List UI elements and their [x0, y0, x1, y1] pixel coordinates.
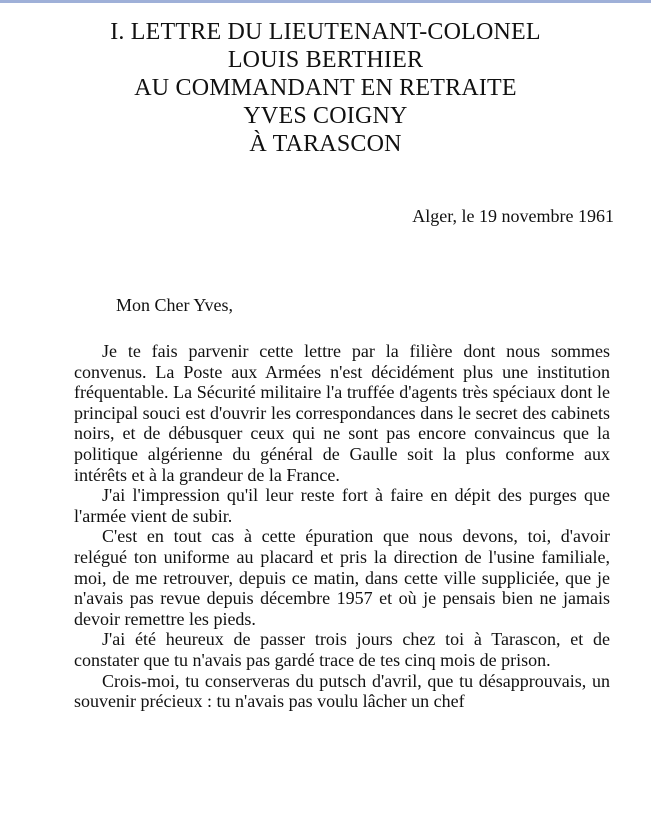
dateline: Alger, le 19 novembre 1961	[412, 206, 614, 226]
title-line: AU COMMANDANT EN RETRAITE	[134, 75, 517, 101]
letter-title	[0, 18, 651, 158]
body-paragraph: Je te fais parvenir cette lettre par la filière dont nous sommes convenus. La Poste aux Armées n'est décidément plus une institution fréquentable. La Sécurité militaire l'a truffée d'agents très spéciaux dont le principal souci est d'ouvrir les correspondances dans le secret des cabinets noirs, et de débusquer ceux qui ne sont pas encore convaincus que la politique algérienne du général de Gaulle soit la plus conforme aux intérêts et à la grandeur de la France.	[74, 341, 610, 485]
title-line: À TARASCON	[249, 131, 402, 157]
title-line: I. LETTRE DU LIEUTENANT-COLONEL	[110, 19, 541, 45]
body-paragraph: Crois-moi, tu conserveras du putsch d'avril, que tu désapprouvais, un souvenir précieux : tu n'avais pas voulu lâcher un chef	[74, 670, 610, 712]
body-paragraph: C'est en tout cas à cette épuration que nous devons, toi, d'avoir relégué ton uniforme au placard et pris la direction de l'usine familiale, moi, de me retrouver, depuis ce matin, dans cette ville suppliciée, que je n'avais pas revue depuis décembre 1957 et où je pensais bien ne jamais devoir remettre les pieds.	[74, 526, 610, 629]
body-paragraph: J'ai été heureux de passer trois jours chez toi à Tarascon, et de constater que tu n'avais pas gardé trace de tes cinq mois de prison.	[74, 629, 610, 670]
title-line: LOUIS BERTHIER	[227, 47, 424, 73]
body-paragraph: J'ai l'impression qu'il leur reste fort à faire en dépit des purges que l'armée vient de subir.	[74, 485, 610, 526]
letter-body	[74, 341, 610, 712]
salutation: Mon Cher Yves,	[116, 295, 234, 315]
title-line: YVES COIGNY	[243, 103, 408, 129]
